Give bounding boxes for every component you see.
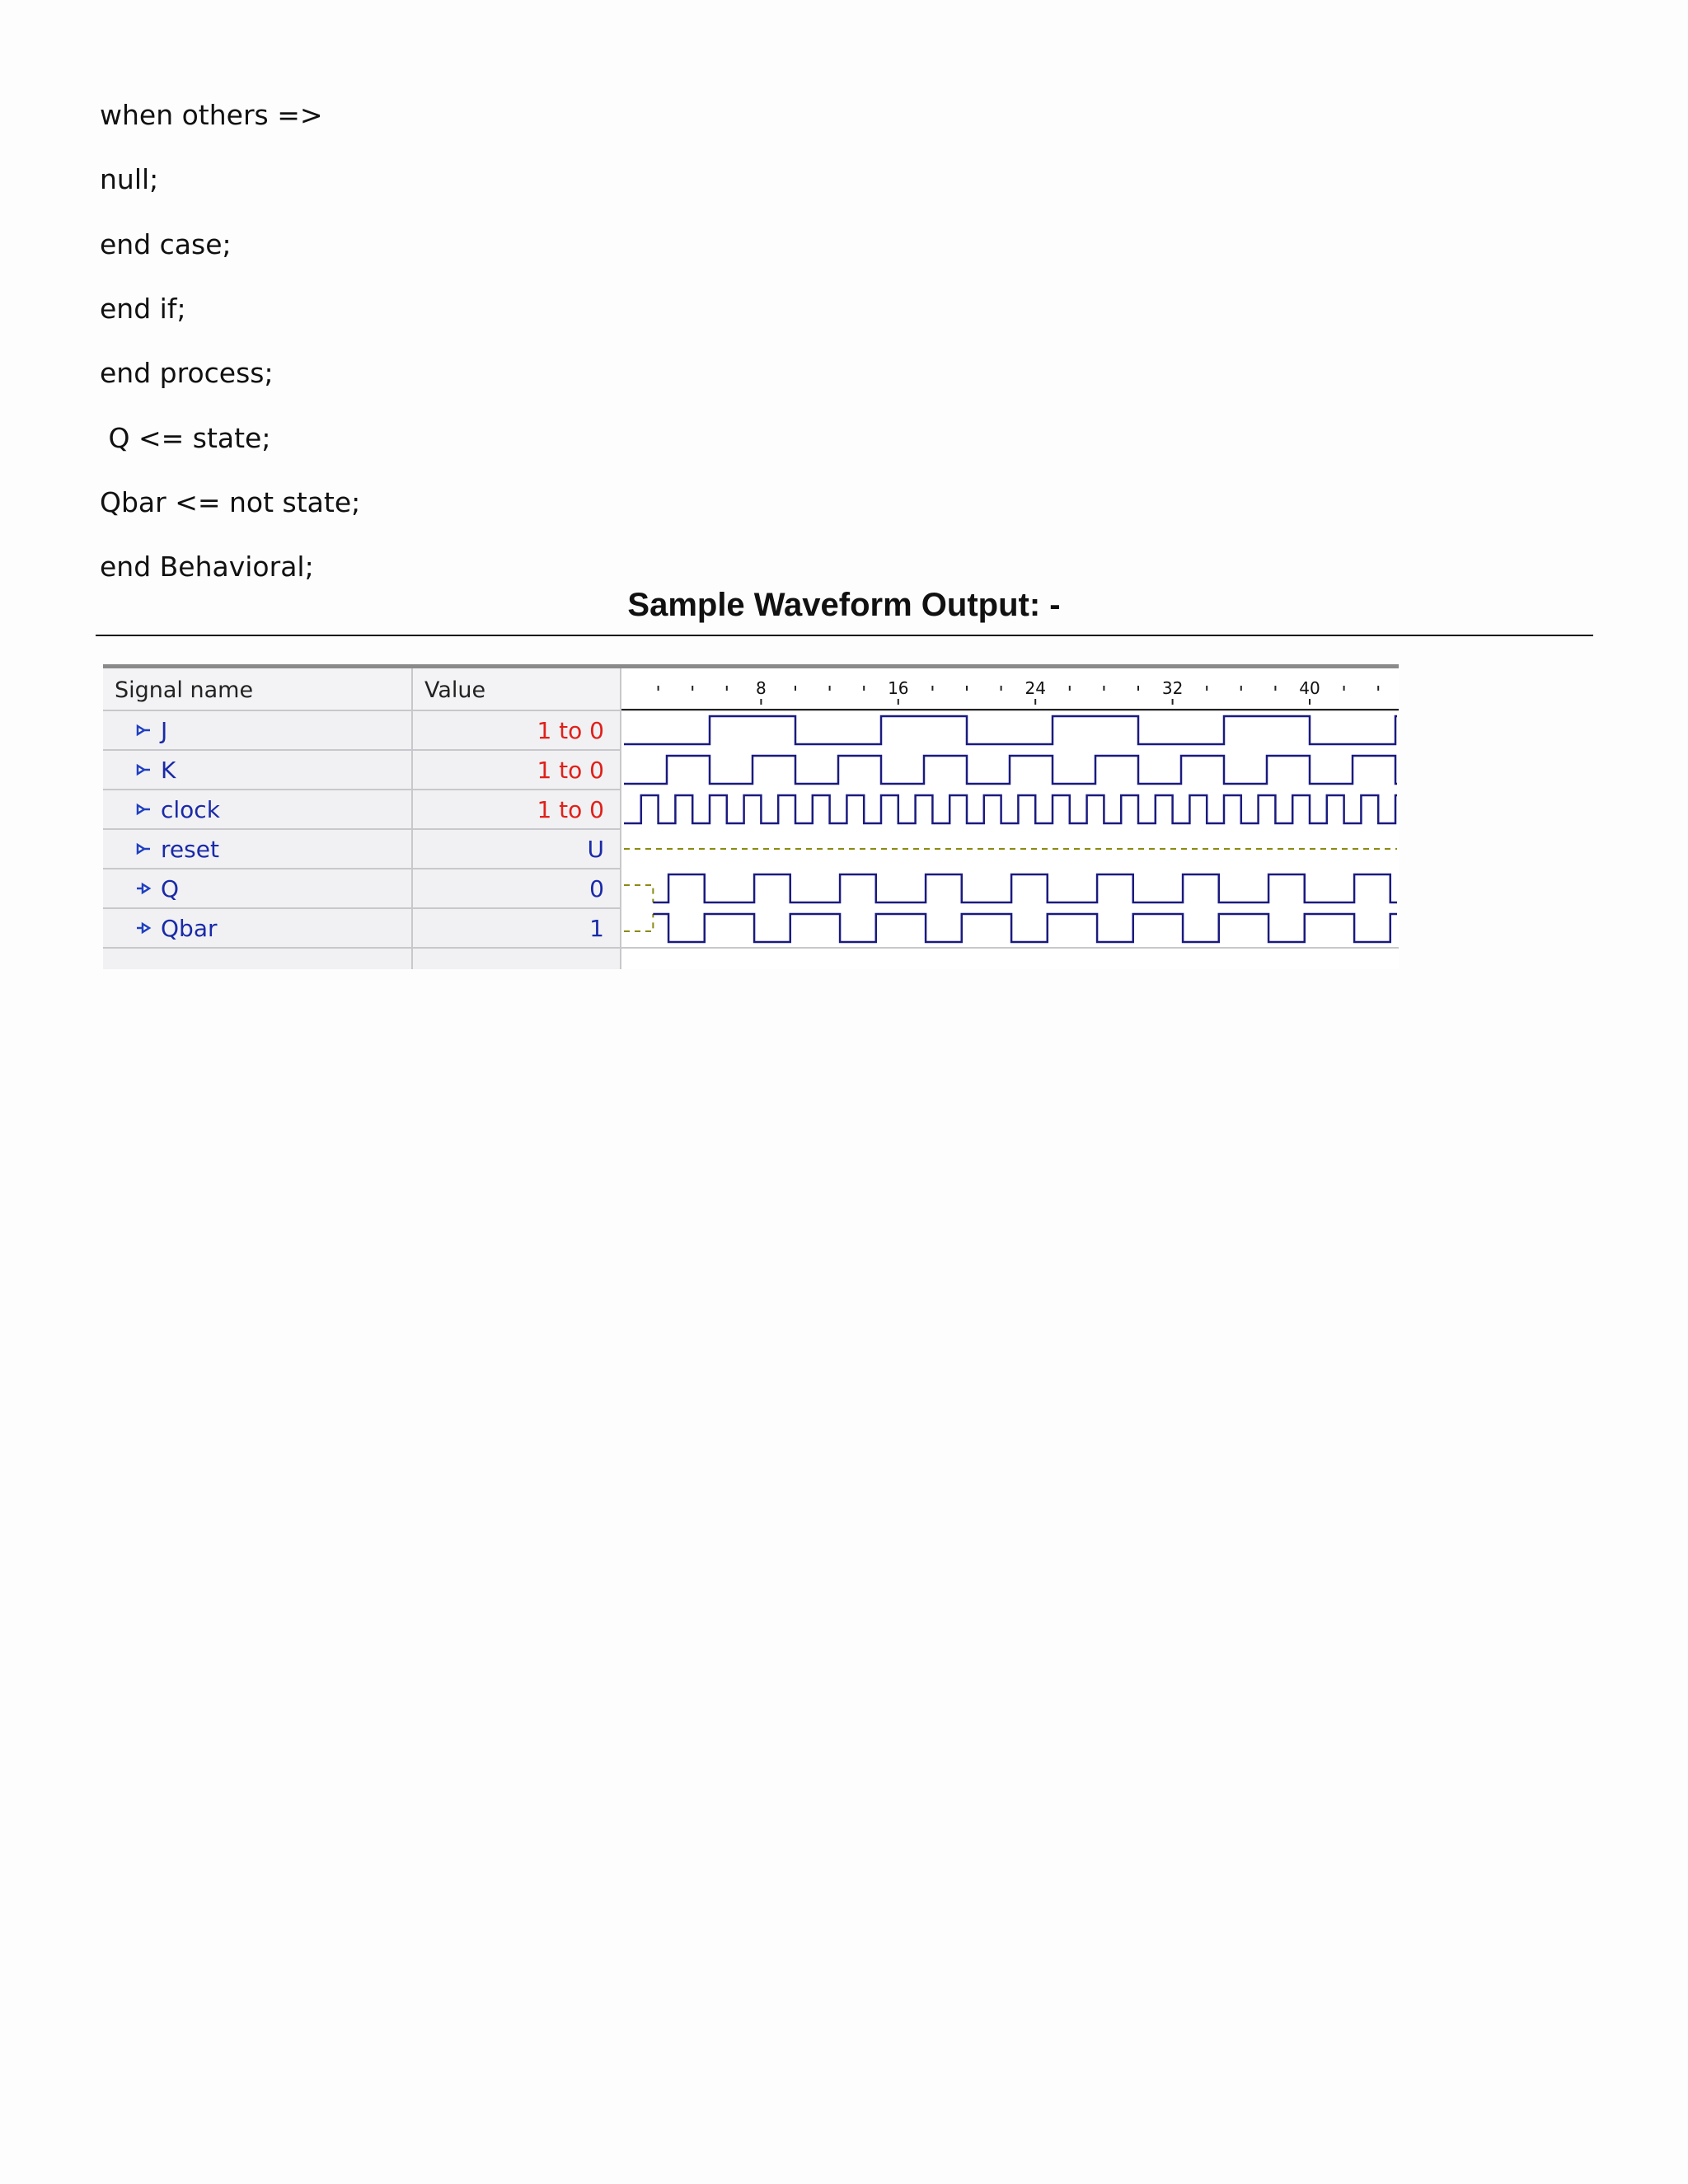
code-line: end case; [100, 228, 232, 260]
output-port-icon [143, 884, 149, 893]
timeline-label: 32 [1161, 678, 1184, 698]
signal-value: U [587, 836, 604, 863]
input-port-icon [138, 805, 144, 813]
column-header-signal-name: Signal name [115, 677, 254, 703]
code-line: when others => [100, 99, 323, 131]
section-heading: Sample Waveform Output: - [627, 587, 1061, 623]
code-line: end process; [100, 357, 274, 389]
panel-top-border [103, 664, 1399, 668]
signal-name: Qbar [161, 915, 218, 942]
signal-name: J [161, 717, 168, 744]
signal-name: reset [161, 836, 219, 863]
timeline-bg [621, 668, 1399, 710]
waveform-viewer [103, 664, 1399, 969]
heading-underline [96, 635, 1593, 636]
signal-value: 1 to 0 [537, 717, 604, 744]
signal-value: 1 [589, 915, 604, 942]
code-line: Q <= state; [100, 422, 271, 454]
code-line: null; [100, 163, 159, 195]
input-port-icon [138, 845, 144, 853]
timeline-label: 24 [1025, 678, 1046, 698]
column-header-value: Value [424, 677, 486, 703]
input-port-icon [138, 766, 144, 774]
waveform-canvas [103, 664, 1399, 969]
input-port-icon [138, 726, 144, 734]
timeline-label: 8 [756, 678, 767, 698]
signal-value: 1 to 0 [537, 796, 604, 823]
timeline-label: 40 [1299, 678, 1320, 698]
signal-name: clock [161, 796, 220, 823]
code-line: end if; [100, 293, 186, 325]
code-line: Qbar <= not state; [100, 486, 361, 518]
wave-area-bg [621, 710, 1399, 969]
signal-value: 0 [589, 875, 604, 902]
signal-value: 1 to 0 [537, 757, 604, 784]
timeline-label: 16 [888, 678, 909, 698]
code-line: end Behavioral; [100, 551, 314, 583]
output-port-icon [143, 924, 149, 932]
signal-name: Q [161, 875, 180, 902]
signal-name: K [161, 757, 176, 784]
